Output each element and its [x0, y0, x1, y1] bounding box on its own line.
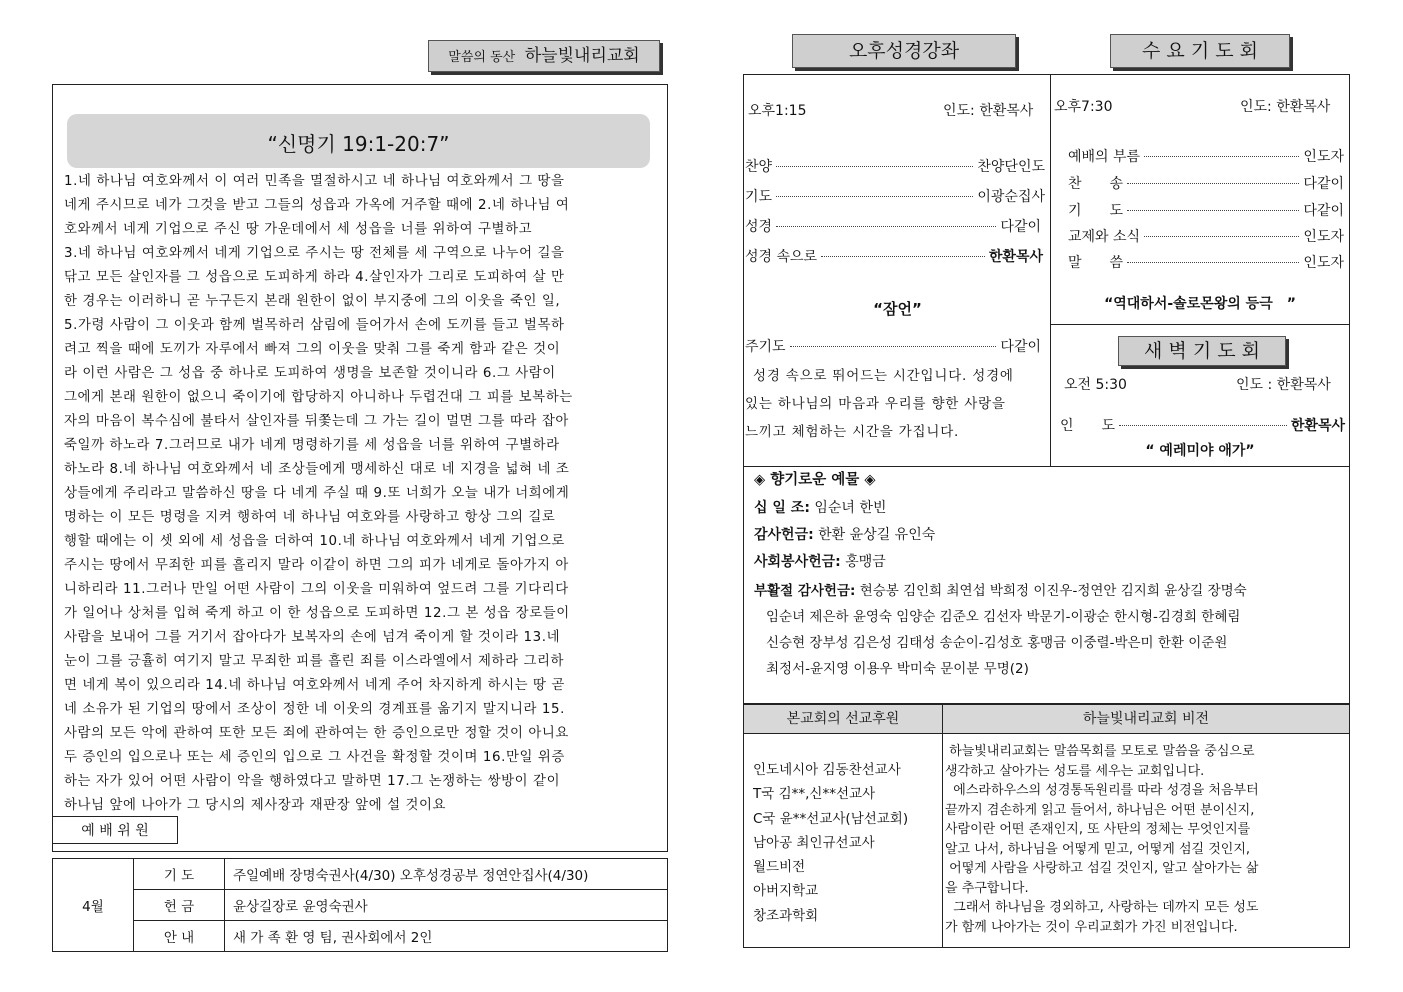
vision-line: 에스라하우스의 성경통독원리를 따라 성경을 처음부터	[945, 783, 1259, 798]
wednesday-time: 오후7:30	[1054, 99, 1113, 115]
missions-title: 본교회의 선교후원	[786, 711, 900, 727]
wednesday-heading-pill	[1110, 34, 1290, 68]
list-item: 남아공 최인규선교사	[753, 834, 875, 851]
missions-list	[753, 758, 908, 928]
order-value: 한환목사	[988, 249, 1043, 265]
vision-line: 알고 나서, 하나님을 어떻게 믿고, 어떻게 섬길 것인지,	[945, 841, 1251, 857]
scripture-line: 닦고 모든 살인자를 그 성읍으로 도피하게 하라 4.살인자가 그리로 도피하여 살 만	[64, 270, 565, 285]
afternoon-item-praise	[745, 156, 1045, 176]
wednesday-leader: 인도: 한환목사	[1240, 99, 1331, 115]
dawn-subject: “ 예레미야 애가”	[1145, 443, 1255, 459]
church-header	[428, 40, 660, 72]
offering-thanks: 감사헌금: 한환 윤상길 유인숙	[754, 527, 936, 543]
scripture-line: 자의 마음이 복수심에 불타서 살인자를 뒤쫓는데 그 가는 길이 멀면 그를 따라 잡아	[64, 414, 569, 429]
list-item: C국 윤**선교사(남선교회)	[753, 810, 909, 827]
committee-role: 헌 금	[134, 890, 225, 921]
vision-line: 사람이란 어떤 존재인지, 또 사탄의 정체는 무엇인지를	[945, 822, 1251, 837]
scripture-line: 라 이런 사람은 그 성읍 중 하나로 도피하여 생명을 보존할 것이니라 6.그 사람이	[64, 366, 556, 381]
afternoon-time: 오후1:15	[748, 103, 807, 119]
vision-text	[945, 742, 1347, 937]
scripture-line: 네게 주시므로 네가 그것을 받고 그들의 성읍과 가옥에 거주할 때에 2.네 하나님 여	[64, 198, 570, 213]
scripture-line: 두 증인의 입으로나 또는 세 증인의 입으로 그 사건을 확정할 것이며 16.만일 위증	[64, 750, 565, 765]
table-row	[53, 890, 668, 921]
scripture-line: 죽일까 하노라 7.그러므로 내가 네게 명령하기를 세 성읍을 너를 위하여 구별하라	[64, 438, 560, 453]
scripture-line: 네 소유가 된 기업의 땅에서 조상이 정한 네 이웃의 경계표를 옮기지 말지니라 15.	[64, 702, 565, 717]
afternoon-item-prayer	[745, 186, 1045, 206]
list-item: 월드비전	[753, 859, 806, 876]
scripture-line: 명하는 이 모든 명령을 지켜 행하여 네 하나님 여호와를 사랑하고 항상 그의 길로	[64, 510, 556, 525]
list-item: 창조과학회	[753, 907, 819, 924]
afternoon-closing	[745, 336, 1041, 356]
scripture-line: 5.가령 사람이 그 이웃과 함께 벌목하러 삼림에 들어가서 손에 도끼를 들고 벌목하	[64, 318, 565, 333]
list-item: 아버지학교	[753, 883, 819, 900]
wednesday-item-sermon: 말 씀 인도자	[1068, 255, 1344, 271]
wednesday-item-hymn: 찬 송 다같이	[1068, 176, 1344, 192]
wednesday-item-news: 교제와 소식 인도자	[1068, 229, 1344, 245]
missions-header-cell	[744, 705, 943, 734]
scripture-line: 상들에게 주리라고 말씀하신 땅을 다 네게 주실 때 9.또 너희가 오늘 내가 너희에게	[64, 486, 570, 501]
offering-social: 사회봉사헌금: 홍맹금	[754, 554, 886, 570]
vision-line: 그래서 하나님을 경외하고, 사랑하는 데까지 모든 성도	[945, 900, 1259, 915]
offering-easter: 부활절 감사헌금: 현승봉 김인희 최연섭 박희정 이진우-정연안 김지희 윤상길 장명숙 임순녀 제은하 윤영숙 임양순 김준오 김선자 박문기-이광순 한시형-김경희 한혜림 신승현 장부성 김은성 김태성 송순이-김성호 홍맹금 이중렬-박은미 한환 이준원 최정서-윤지영 이용우 박미숙 문이분 무명(2)	[754, 583, 1247, 677]
dawn-item: 인 도 한환목사	[1060, 418, 1345, 434]
dawn-leader: 인도 : 한환목사	[1236, 377, 1331, 393]
scripture-line: 행할 때에는 이 셋 외에 세 성읍을 더하여 10.네 하나님 여호와께서 네게 기업으로	[64, 534, 565, 549]
committee-role: 기 도	[134, 859, 225, 890]
scripture-line: 하나님 앞에 나아가 그 당시의 제사장과 재판장 앞에 설 것이요	[64, 798, 447, 813]
committee-table	[52, 858, 668, 952]
vision-header-cell	[943, 705, 1349, 734]
committee-role: 안 내	[134, 921, 225, 952]
table-row	[53, 921, 668, 952]
afternoon-study-heading-pill	[792, 34, 1016, 68]
scripture-line: 호와께서 네게 기업으로 주신 땅 가운데에서 세 성읍을 너를 위하여 구별하고	[64, 222, 533, 237]
scripture-text	[64, 170, 660, 818]
afternoon-item-sermon	[745, 246, 1043, 266]
vision-line: 어떻게 사람을 사랑하고 섬길 것인지, 알고 살아가는 삶	[945, 861, 1259, 876]
scripture-line: 사람의 모든 악에 관하여 또한 모든 죄에 관하여는 한 증인으로만 정할 것이 아니요	[64, 726, 569, 741]
vision-title: 하늘빛내리교회 비전	[1082, 711, 1210, 727]
scripture-title-bar	[67, 114, 650, 168]
wednesday-subject: “역대하서-솔로몬왕의 등극 ”	[1104, 296, 1296, 312]
committee-title: 예 배 위 원	[81, 823, 149, 839]
scripture-line: 면 네게 복이 있으리라 14.네 하나님 여호와께서 네게 주어 차지하게 하시는 땅 곧	[64, 678, 565, 693]
vision-line: 끝까지 겸손하게 읽고 들어서, 하나님은 어떤 분이신지,	[945, 802, 1255, 818]
afternoon-subject: “잠언”	[873, 300, 922, 318]
scripture-line: 사람을 보내어 그를 거기서 잡아다가 보복자의 손에 넘겨 죽이게 할 것이라 13.네	[64, 630, 561, 645]
vision-line: 생각하고 살아가는 성도를 세우는 교회입니다.	[945, 763, 1205, 779]
order-value: 다같이	[1000, 339, 1041, 355]
missions-vision-divider	[942, 705, 943, 947]
scripture-line: 3.네 하나님 여호와께서 네게 기업으로 주시는 땅 전체를 세 구역으로 나누어 길을	[64, 246, 565, 261]
offering-tithe: 십 일 조: 임순녀 한빈	[754, 500, 887, 516]
column-divider	[1050, 74, 1051, 467]
order-value: 이광순집사	[977, 189, 1045, 205]
dawn-heading: 새 벽 기 도 회	[1144, 340, 1260, 362]
church-name: 하늘빛내리교회	[524, 46, 640, 66]
committee-month: 4월	[53, 859, 134, 952]
table-row	[53, 859, 668, 890]
scripture-line: 려고 찍을 때에 도끼가 자루에서 빠져 그의 이웃을 맞춰 그를 죽게 함과 같은 것이	[64, 342, 561, 357]
order-label: 성경	[745, 219, 773, 235]
vision-line: 하늘빛내리교회는 말씀목회를 모토로 말씀을 중심으로	[945, 744, 1255, 759]
vision-line: 을 추구합니다.	[945, 880, 1029, 896]
order-label: 주기도	[745, 339, 786, 355]
dawn-heading-pill	[1118, 336, 1286, 366]
wednesday-heading: 수 요 기 도 회	[1142, 40, 1258, 62]
scripture-line: 그에게 본래 원한이 없으니 죽이기에 합당하지 아니하나 두렵건대 그 피를 보복하는	[64, 390, 573, 405]
dawn-time: 오전 5:30	[1064, 377, 1127, 393]
scripture-line: 한 경우는 이러하니 곧 누구든지 본래 원한이 없이 부지중에 그의 이웃을 죽인 일,	[64, 294, 561, 309]
offerings-title: ◈ 향기로운 예물 ◈	[754, 472, 876, 488]
committee-detail: 주일예배 장명숙권사(4/30) 오후성경공부 정연안집사(4/30)	[225, 859, 668, 890]
afternoon-item-scripture	[745, 216, 1041, 236]
vision-line: 가 함께 나아가는 것이 우리교회가 가진 비전입니다.	[945, 919, 1238, 935]
afternoon-description: 성경 속으로 뛰어드는 시간입니다. 성경에 있는 하나님의 마음과 우리를 향한 사랑을 느끼고 체험하는 시간을 가집니다.	[745, 368, 1014, 440]
afternoon-leader: 인도: 한환목사	[943, 103, 1034, 119]
order-label: 기도	[745, 189, 773, 205]
committee-label-box	[52, 816, 178, 844]
scripture-line: 하노라 8.네 하나님 여호와께서 네 조상들에게 맹세하신 대로 네 지경을 넓혀 네 조	[64, 462, 570, 477]
list-item: 인도네시아 김동찬선교사	[753, 762, 901, 778]
order-value: 찬양단인도	[977, 159, 1045, 175]
wednesday-item-call: 예배의 부름 인도자	[1068, 149, 1344, 165]
scripture-line: 1.네 하나님 여호와께서 이 여러 민족을 멸절하시고 네 하나님 여호와께서 그 땅을	[64, 174, 565, 189]
order-label: 찬양	[745, 159, 773, 175]
wednesday-item-prayer: 기 도 다같이	[1068, 203, 1344, 219]
committee-detail: 윤상길장로 윤영숙권사	[225, 890, 668, 921]
scripture-title: “신명기 19:1-20:7”	[267, 132, 450, 156]
dawn-divider	[1050, 324, 1350, 325]
scripture-line: 가 일어나 상처를 입혀 죽게 하고 이 한 성읍으로 도피하면 12.그 본 성읍 장로들이	[64, 606, 570, 621]
list-item: T국 김**,신**선교사	[753, 786, 876, 803]
church-tagline: 말씀의 동산	[448, 50, 516, 65]
order-value: 다같이	[1000, 219, 1041, 235]
scripture-line: 하는 자가 있어 어떤 사람이 악을 행하였다고 말하면 17.그 논쟁하는 쌍방이 같이	[64, 774, 561, 789]
scripture-line: 주시는 땅에서 무죄한 피를 흘리지 말라 이같이 하면 그의 피가 네게로 돌아가지 아	[64, 558, 569, 573]
scripture-line: 눈이 그를 긍휼히 여기지 말고 무죄한 피를 흘린 죄를 이스라엘에서 제하라 그리하	[64, 654, 565, 669]
afternoon-study-heading: 오후성경강좌	[848, 40, 960, 62]
scripture-line: 니하리라 11.그러나 만일 어떤 사람이 그의 이웃을 미워하여 엎드려 그를 기다리다	[64, 582, 569, 597]
committee-detail: 새 가 족 환 영 팀, 권사회에서 2인	[225, 921, 668, 952]
order-label: 성경 속으로	[745, 249, 818, 265]
